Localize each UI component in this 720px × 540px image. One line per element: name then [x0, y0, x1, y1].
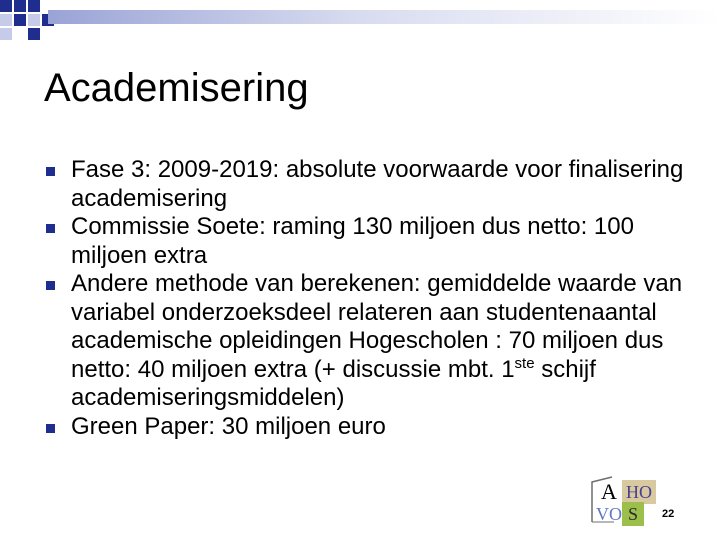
- corner-square: [0, 0, 12, 12]
- bullet-item: [46, 270, 686, 413]
- slide-title: Academisering: [44, 66, 309, 110]
- corner-square: [0, 28, 12, 40]
- bullet-text: Commissie Soete: raming 130 miljoen dus netto: 100 miljoen extra: [71, 213, 634, 269]
- corner-square: [28, 14, 40, 26]
- logo-letter-s: S: [622, 502, 644, 526]
- logo-letter-a: A: [601, 479, 617, 504]
- corner-square: [0, 14, 12, 26]
- bullet-text: Andere methode van berekenen: gemiddelde waarde van variabel onderzoeksdeel relateren aan studentenaantal academische opleidingen Hogescholen : 70 miljoen dus netto: 40 miljoen extra (+ discussie mbt. 1: [71, 270, 683, 383]
- square-bullet-icon: [46, 281, 55, 290]
- corner-square: [28, 28, 40, 40]
- corner-square: [14, 14, 26, 26]
- bullet-superscript: ste: [514, 354, 535, 372]
- square-bullet-icon: [46, 167, 55, 176]
- bullet-text: Fase 3: 2009-2019: absolute voorwaarde voor finalisering academisering: [71, 156, 684, 212]
- bullet-text-continued: schijf academiseringsmiddelen): [71, 355, 596, 411]
- bullet-item: [46, 156, 686, 213]
- ahovos-logo: [586, 476, 658, 526]
- logo-letter-ho: HO: [622, 480, 656, 504]
- logo-letter-vo: VO: [596, 504, 622, 524]
- square-bullet-icon: [46, 424, 55, 433]
- bullet-item: [46, 413, 686, 442]
- corner-square: [28, 0, 40, 12]
- bullet-item: [46, 213, 686, 270]
- square-bullet-icon: [46, 224, 55, 233]
- bullet-text: Green Paper: 30 miljoen euro: [71, 412, 386, 440]
- bullet-list: [46, 156, 686, 441]
- page-number: 22: [662, 508, 675, 520]
- corner-square: [14, 0, 26, 12]
- top-gradient-bar: [48, 10, 720, 24]
